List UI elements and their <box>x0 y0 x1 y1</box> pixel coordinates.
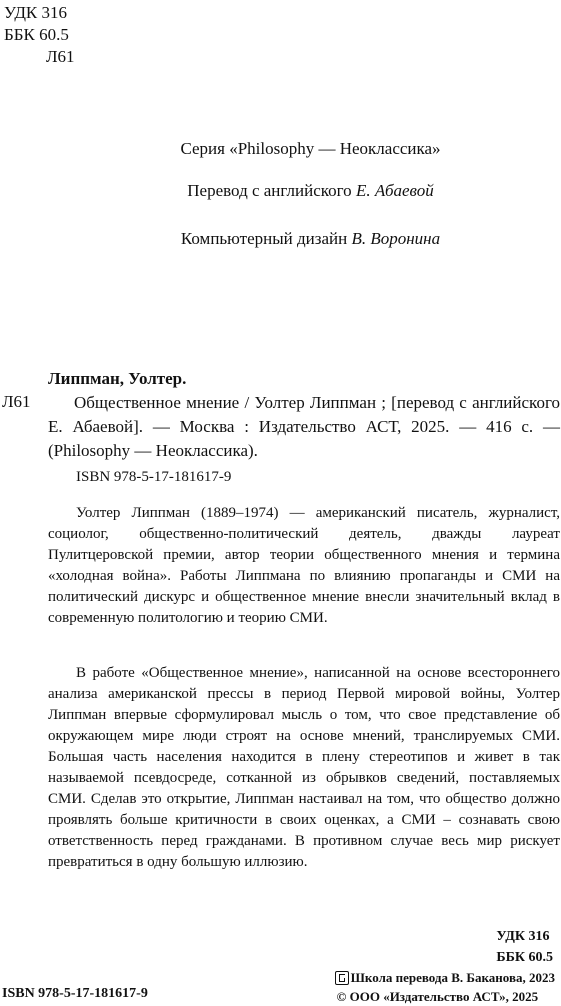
classification-codes <box>4 2 75 68</box>
design-line <box>0 229 561 249</box>
translation-prefix: Перевод с английского <box>187 181 356 200</box>
biblio-author: Липпман, Уолтер. <box>48 369 187 388</box>
series-line <box>0 139 561 159</box>
translation-line <box>0 181 561 201</box>
annotation-paragraph-1: Уолтер Липпман (1889–1974) — американский писатель, журналист, социолог, общественно-политический деятель, дважды лауреат Пулитцеровской премии, автор теории общественного мнения и термина «холодная война». Работы Липпмана по влиянию пропаганды и СМИ на политический дискурс и общественное мнение внесли значительный вклад в современную политологию и теорию СМИ. <box>48 505 560 626</box>
bbk-code: ББК 60.5 <box>4 25 69 44</box>
copyright-publisher: © ООО «Издательство АСТ», 2025 <box>336 989 539 1004</box>
designer-name: В. Воронина <box>351 229 441 248</box>
publisher-logo-icon <box>335 971 349 985</box>
biblio-code: Л61 <box>2 392 31 411</box>
footer-udk: УДК 316 <box>496 929 550 944</box>
design-prefix: Компьютерный дизайн <box>180 229 352 248</box>
series-text: Серия «Philosophy — Неоклассика» <box>180 139 441 158</box>
udk-code: УДК 316 <box>4 3 68 22</box>
footer-codes <box>496 926 553 968</box>
footer-bbk: ББК 60.5 <box>496 950 553 965</box>
copyright-block <box>335 968 555 1006</box>
biblio-record <box>48 391 560 463</box>
author-mark: Л61 <box>46 47 75 66</box>
copyright-school: Школа перевода В. Баканова, 2023 <box>350 970 555 985</box>
footer-isbn: ISBN 978-5-17-181617-9 <box>2 986 148 1001</box>
biblio-text: Общественное мнение / Уолтер Липпман ; [перевод с английского Е. Абаевой]. — Москва : Издательство АСТ, 2025. — 416 с. — (Philosophy — Неоклассика). <box>48 393 560 460</box>
biblio-isbn: ISBN 978-5-17-181617-9 <box>76 469 232 485</box>
translator-name: Е. Абаевой <box>355 181 434 200</box>
annotation-paragraph-2: В работе «Общественное мнение», написанной на основе всестороннего анализа американской прессы в период Первой мировой войны, Уолтер Липпман впервые сформулировал мысль о том, что свое представление об окружающем мире люди строят на основе мнений, транслируемых СМИ. Большая часть населения находится в плену стереотипов и живет в так называемой псевдосреде, сотканной из обрывков сведений, поставляемых СМИ. Сделав это открытие, Липпман настаивал на том, что общество должно проявлять больше критичности в своих оценках, а СМИ – сознавать свою ответственность перед гражданами. В противном случае весь мир рискует превратиться в одну большую иллюзию. <box>48 665 560 870</box>
